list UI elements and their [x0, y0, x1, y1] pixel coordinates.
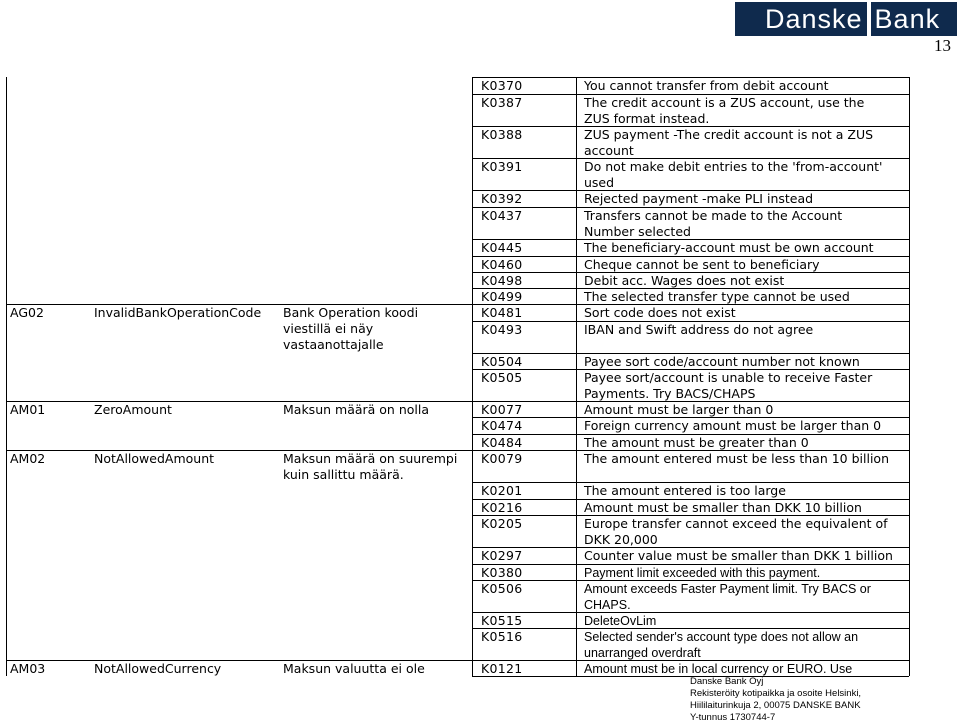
- table-border-right: [909, 77, 910, 676]
- error-description: The amount entered must be less than 10 billion: [584, 451, 889, 466]
- finnish-description: Maksun valuutta ei ole: [283, 661, 425, 676]
- reason-code: AG02: [10, 305, 44, 320]
- error-description: The amount entered is too large: [584, 483, 786, 498]
- error-description: The selected transfer type cannot be used: [584, 289, 850, 304]
- error-description: Do not make debit entries to the 'from-account': [584, 159, 883, 174]
- error-description: Amount must be smaller than DKK 10 billion: [584, 500, 862, 515]
- error-code-cell: K0388: [481, 127, 523, 142]
- error-description: The amount must be greater than 0: [584, 435, 809, 450]
- error-description: unarranged overdraft: [584, 646, 701, 660]
- footer-line: Danske Bank Oyj: [690, 676, 764, 687]
- error-code-cell: K0498: [481, 273, 523, 288]
- error-description: ZUS format instead.: [584, 111, 710, 126]
- error-code-cell: K0205: [481, 516, 523, 531]
- error-description: Payee sort code/account number not known: [584, 354, 860, 369]
- error-code-cell: K0499: [481, 289, 523, 304]
- company-footer: [690, 676, 861, 724]
- reason-name: NotAllowedCurrency: [94, 661, 222, 676]
- error-description: Cheque cannot be sent to beneficiary: [584, 257, 820, 272]
- error-description: Transfers cannot be made to the Account: [584, 208, 843, 223]
- footer-line: Rekisteröity kotipaikka ja osoite Helsinki,: [690, 688, 862, 699]
- column-divider: [576, 77, 577, 676]
- page-number: 13: [934, 36, 951, 55]
- error-description: account: [584, 143, 634, 158]
- column-divider: [472, 77, 473, 676]
- error-code-cell: K0077: [481, 402, 523, 417]
- reason-code: AM03: [10, 661, 46, 676]
- error-code-cell: K0079: [481, 451, 523, 466]
- error-description: Selected sender's account type does not allow an: [584, 630, 859, 644]
- error-code-cell: K0515: [481, 613, 523, 628]
- error-description: Counter value must be smaller than DKK 1 billion: [584, 548, 893, 563]
- error-code-cell: K0201: [481, 483, 523, 498]
- error-code-cell: K0380: [481, 565, 523, 580]
- error-code-cell: K0216: [481, 500, 523, 515]
- error-code-cell: K0484: [481, 435, 523, 450]
- error-description: Europe transfer cannot exceed the equivalent of: [584, 516, 888, 531]
- footer-line: Hiililaiturinkuja 2, 00075 DANSKE BANK: [690, 700, 861, 711]
- reason-code: AM02: [10, 451, 46, 466]
- error-code-cell: K0516: [481, 629, 523, 644]
- error-description: Foreign currency amount must be larger than 0: [584, 418, 882, 433]
- error-description: Sort code does not exist: [584, 305, 736, 320]
- logo-word-right: Bank: [874, 4, 941, 34]
- finnish-description: vastaanottajalle: [283, 337, 384, 352]
- finnish-description: Maksun määrä on suurempi: [283, 451, 458, 466]
- finnish-description: Maksun määrä on nolla: [283, 402, 430, 417]
- error-description: The beneficiary-account must be own account: [584, 240, 874, 255]
- error-code-cell: K0391: [481, 159, 523, 174]
- error-description: Rejected payment -make PLI instead: [584, 191, 814, 206]
- error-code-cell: K0505: [481, 370, 523, 385]
- error-description: You cannot transfer from debit account: [584, 78, 829, 93]
- error-code-cell: K0392: [481, 191, 523, 206]
- error-description: Payments. Try BACS/CHAPS: [584, 386, 756, 401]
- error-description: The credit account is a ZUS account, use the: [584, 95, 865, 110]
- finnish-description: viestillä ei näy: [283, 321, 374, 336]
- error-code-cell: K0474: [481, 418, 523, 433]
- error-code-cell: K0445: [481, 240, 523, 255]
- error-description: ZUS payment -The credit account is not a ZUS: [584, 127, 874, 142]
- footer-line: Y-tunnus 1730744-7: [690, 712, 776, 723]
- error-description: used: [584, 175, 615, 190]
- error-description: Amount exceeds Faster Payment limit. Try BACS or: [584, 582, 871, 596]
- table-border-left: [6, 77, 7, 676]
- error-description: Debit acc. Wages does not exist: [584, 273, 785, 288]
- row-separator: [472, 612, 909, 613]
- error-code-cell: K0504: [481, 354, 523, 369]
- error-code-cell: K0437: [481, 208, 523, 223]
- error-description: Payment limit exceeded with this payment.: [584, 566, 821, 580]
- finnish-description: kuin sallittu määrä.: [283, 467, 404, 482]
- error-description: DeleteOvLim: [584, 614, 657, 628]
- error-code-cell: K0297: [481, 548, 523, 563]
- reason-name: NotAllowedAmount: [94, 451, 215, 466]
- reason-code: AM01: [10, 402, 46, 417]
- logo-separator: [867, 2, 871, 36]
- error-code-cell: K0506: [481, 581, 523, 596]
- error-description: Amount must be larger than 0: [584, 402, 774, 417]
- error-code-cell: K0460: [481, 257, 523, 272]
- danske-bank-logo: [735, 2, 957, 36]
- error-code-cell: K0121: [481, 661, 523, 676]
- error-code-cell: K0387: [481, 95, 523, 110]
- error-description: Amount must be in local currency or EURO. Use: [584, 662, 853, 676]
- error-description: IBAN and Swift address do not agree: [584, 322, 814, 337]
- logo-word-left: Danske: [765, 4, 863, 34]
- error-description: DKK 20,000: [584, 532, 658, 547]
- error-description: CHAPS.: [584, 598, 631, 612]
- reason-name: ZeroAmount: [94, 402, 172, 417]
- error-code-cell: K0481: [481, 305, 523, 320]
- finnish-description: Bank Operation koodi: [283, 305, 419, 320]
- error-description: Payee sort/account is unable to receive Faster: [584, 370, 873, 385]
- error-description: Number selected: [584, 224, 691, 239]
- reason-name: InvalidBankOperationCode: [94, 305, 262, 320]
- error-code-cell: K0493: [481, 322, 523, 337]
- error-code-cell: K0370: [481, 78, 523, 93]
